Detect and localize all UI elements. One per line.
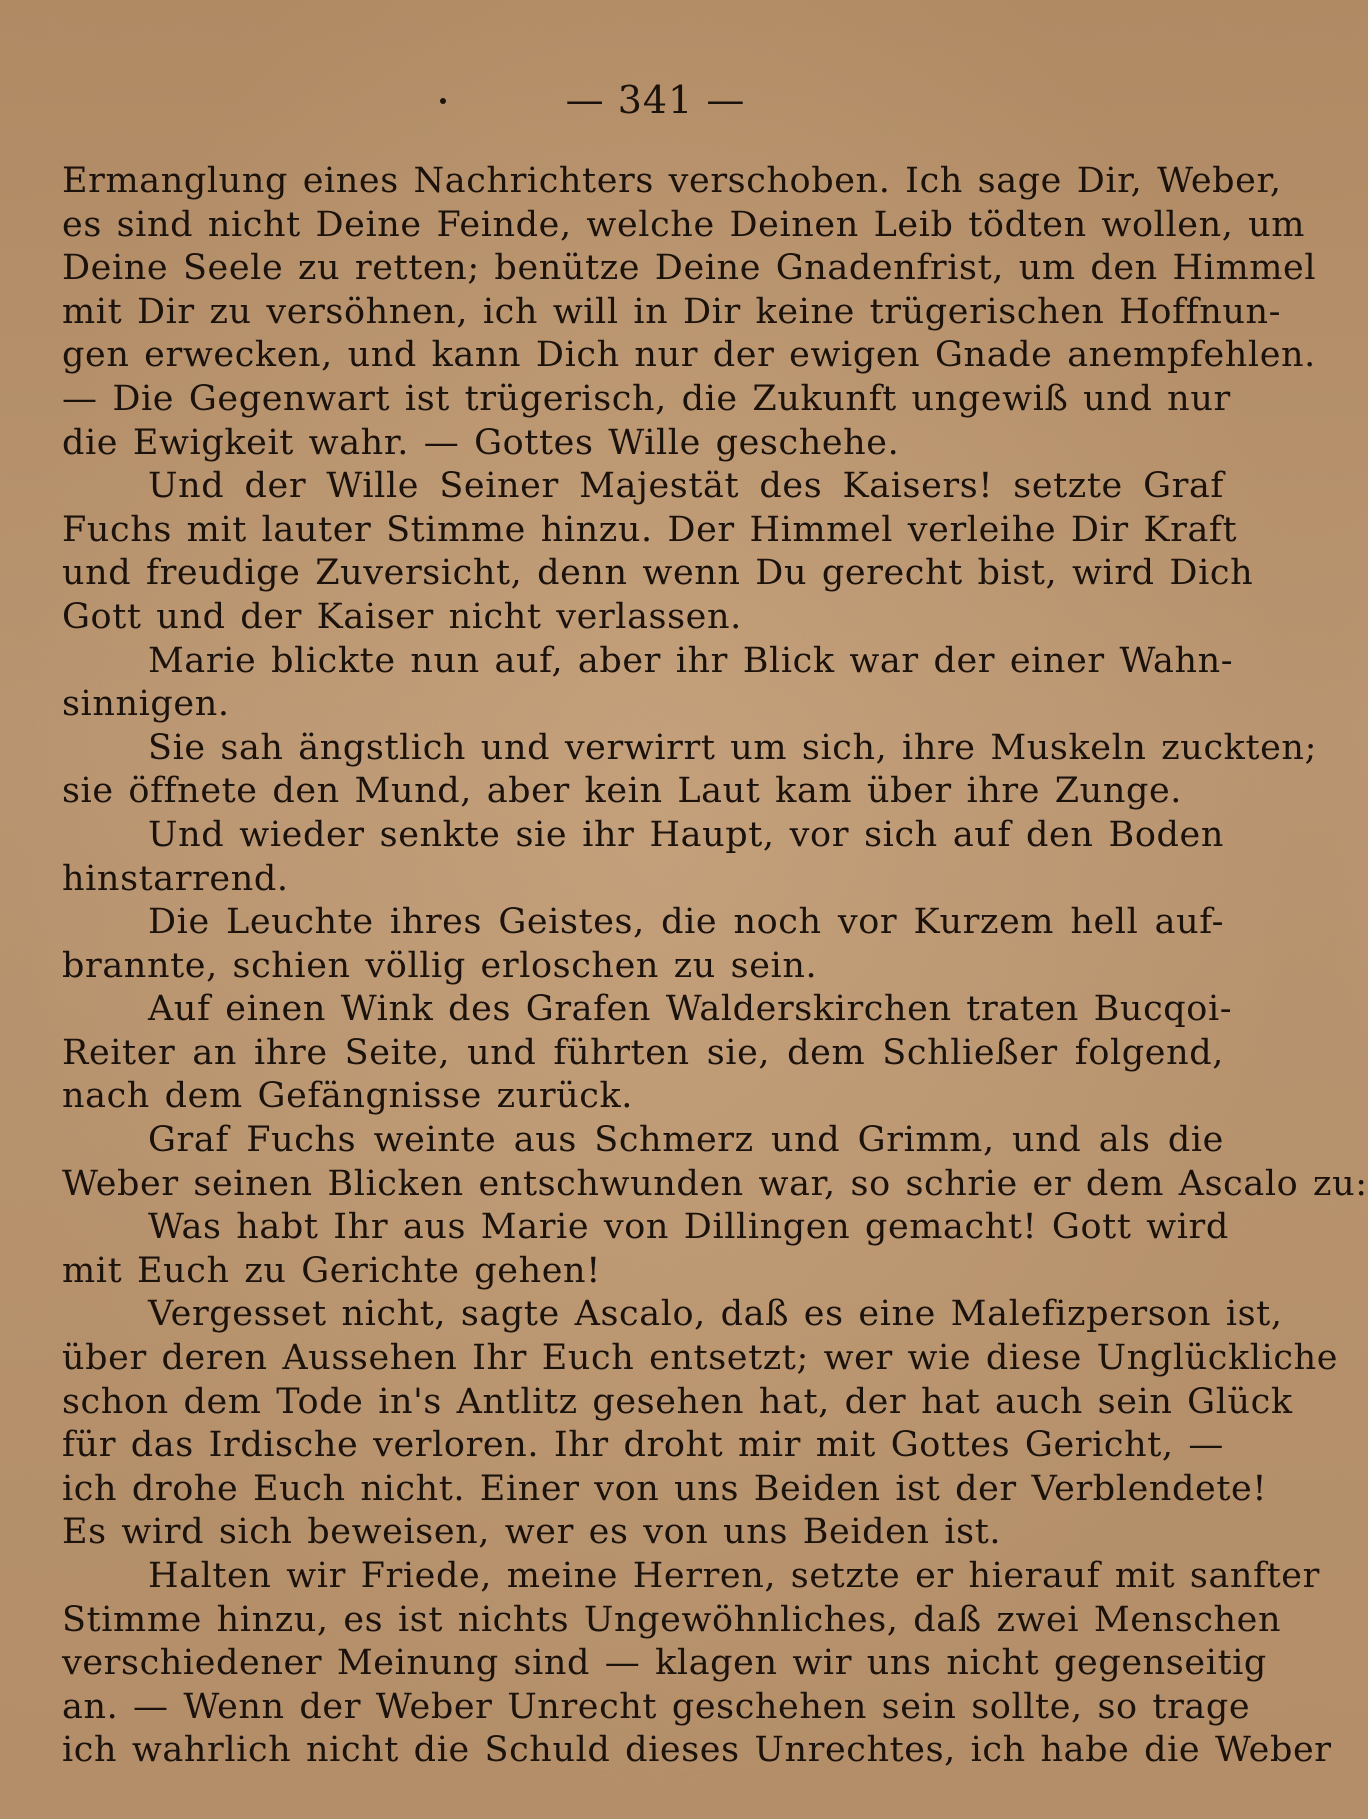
text-line: — Die Gegenwart ist trügerisch, die Zukunft ungewiß und nur — [62, 378, 1231, 419]
text-line: sie öffnete den Mund, aber kein Laut kam über ihre Zunge. — [62, 771, 1183, 812]
page-number: — 341 — — [565, 78, 746, 122]
text-line: ich drohe Euch nicht. Einer von uns Beiden ist der Verblendete! — [62, 1468, 1267, 1509]
text-line: Die Leuchte ihres Geistes, die noch vor Kurzem hell auf- — [148, 902, 1224, 943]
text-line: an. — Wenn der Weber Unrecht geschehen sein sollte, so trage — [62, 1686, 1251, 1727]
text-line: sinnigen. — [62, 684, 230, 725]
text-line: die Ewigkeit wahr. — Gottes Wille geschehe. — [62, 422, 900, 463]
text-line: Vergesset nicht, sagte Ascalo, daß es eine Malefizperson ist, — [148, 1294, 1283, 1335]
text-line: Auf einen Wink des Grafen Walderskirchen traten Bucqoi- — [148, 989, 1233, 1030]
text-line: verschiedener Meinung sind — klagen wir uns nicht gegenseitig — [62, 1643, 1267, 1684]
text-line: schon dem Tode in's Antlitz gesehen hat, der hat auch sein Glück — [62, 1381, 1293, 1422]
text-line: mit Dir zu versöhnen, ich will in Dir keine trügerischen Hoffnun- — [62, 291, 1282, 332]
text-line: Reiter an ihre Seite, und führten sie, dem Schließer folgend, — [62, 1032, 1224, 1073]
text-line: und freudige Zuversicht, denn wenn Du gerecht bist, wird Dich — [62, 553, 1254, 594]
text-line: Es wird sich beweisen, wer es von uns Beiden ist. — [62, 1512, 1002, 1553]
text-line: Deine Seele zu retten; benütze Deine Gnadenfrist, um den Himmel — [62, 248, 1317, 289]
text-line: Graf Fuchs weinte aus Schmerz und Grimm, und als die — [148, 1120, 1224, 1161]
text-line: mit Euch zu Gerichte gehen! — [62, 1250, 601, 1291]
text-line: für das Irdische verloren. Ihr droht mir mit Gottes Gericht, — — [62, 1425, 1224, 1466]
text-line: brannte, schien völlig erloschen zu sein. — [62, 945, 818, 986]
text-line: gen erwecken, und kann Dich nur der ewigen Gnade anempfehlen. — [62, 335, 1316, 376]
text-line: Gott und der Kaiser nicht verlassen. — [62, 596, 742, 637]
text-line: Fuchs mit lauter Stimme hinzu. Der Himmel verleihe Dir Kraft — [62, 509, 1238, 550]
text-line: Stimme hinzu, es ist nichts Ungewöhnliches, daß zwei Menschen — [62, 1599, 1282, 1640]
text-line: hinstarrend. — [62, 858, 289, 899]
text-line: es sind nicht Deine Feinde, welche Deinen Leib tödten wollen, um — [62, 204, 1306, 245]
text-line: Und der Wille Seiner Majestät des Kaisers! setzte Graf — [148, 466, 1224, 507]
text-line: Ermanglung eines Nachrichters verschoben. Ich sage Dir, Weber, — [62, 161, 1282, 201]
body-text — [62, 160, 1368, 1773]
text-line: Sie sah ängstlich und verwirrt um sich, ihre Muskeln zuckten; — [148, 727, 1317, 768]
text-line: Was habt Ihr aus Marie von Dillingen gemacht! Gott wird — [148, 1207, 1229, 1248]
text-line: Halten wir Friede, meine Herren, setzte er hierauf mit sanfter — [148, 1556, 1320, 1596]
text-line: Und wieder senkte sie ihr Haupt, vor sich auf den Boden — [148, 814, 1224, 855]
text-line: über deren Aussehen Ihr Euch entsetzt; wer wie diese Unglückliche — [62, 1338, 1339, 1379]
text-line: Weber seinen Blicken entschwunden war, so schrie er dem Ascalo zu: — [62, 1163, 1368, 1204]
text-line: ich wahrlich nicht die Schuld dieses Unrechtes, ich habe die Weber — [62, 1730, 1332, 1771]
text-line: nach dem Gefängnisse zurück. — [62, 1076, 634, 1117]
text-line: Marie blickte nun auf, aber ihr Blick war der einer Wahn- — [148, 640, 1234, 681]
